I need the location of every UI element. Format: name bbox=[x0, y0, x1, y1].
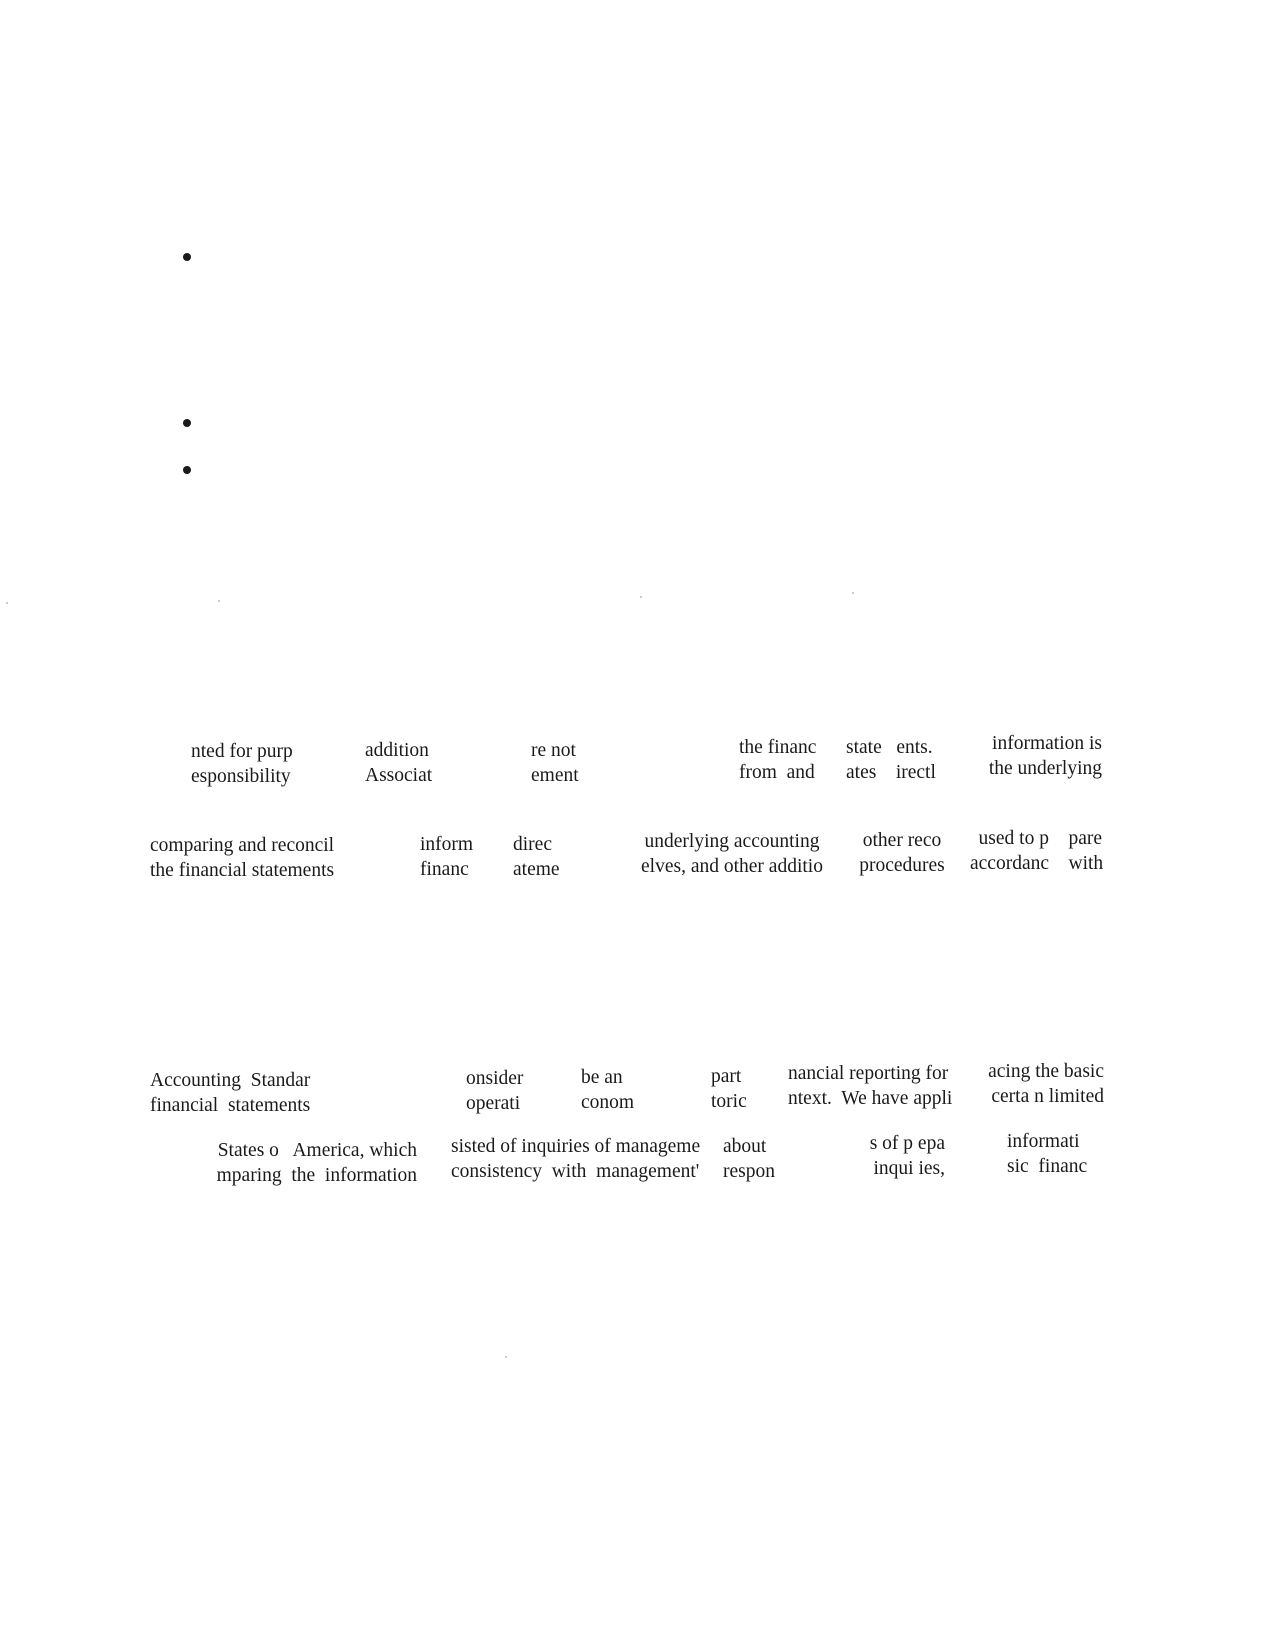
bullet-marker bbox=[183, 419, 191, 427]
text-fragment: inform financ bbox=[420, 834, 474, 880]
text-fragment: nancial reporting for ntext. We have appli bbox=[788, 1063, 953, 1109]
text-fragment: be an conom bbox=[581, 1067, 635, 1113]
text-fragment: re not ement bbox=[531, 740, 579, 786]
text-fragment: sisted of inquiries of manageme consistency with management' bbox=[451, 1136, 701, 1182]
text-fragment: nted for purp esponsibility bbox=[191, 741, 293, 787]
text-fragment: comparing and reconcil the financial statements bbox=[150, 835, 335, 881]
scan-speck bbox=[218, 600, 220, 602]
text-fragment: informati sic financ bbox=[1007, 1131, 1088, 1177]
scan-speck bbox=[6, 602, 8, 604]
text-fragment: States o America, which mparing the information bbox=[216, 1140, 417, 1186]
text-fragment: used to p pare accordanc with bbox=[970, 828, 1104, 874]
text-fragment: underlying accounting elves, and other additio bbox=[641, 831, 823, 877]
text-fragment: other reco procedures bbox=[859, 830, 945, 876]
scan-speck bbox=[852, 592, 854, 594]
scan-speck bbox=[640, 596, 642, 598]
text-fragment: onsider operati bbox=[466, 1068, 524, 1114]
bullet-marker bbox=[183, 253, 191, 261]
scan-speck bbox=[505, 1356, 507, 1358]
text-fragment: direc ateme bbox=[513, 834, 560, 880]
text-fragment: information is the underlying bbox=[988, 733, 1102, 779]
text-fragment: Accounting Standar financial statements bbox=[150, 1070, 311, 1116]
bullet-marker bbox=[183, 466, 191, 474]
text-fragment: s of p epa inqui ies, bbox=[869, 1133, 945, 1179]
text-fragment: state ents. ates irectl bbox=[846, 737, 936, 783]
text-fragment: acing the basic certa n limited bbox=[988, 1061, 1104, 1107]
text-fragment: addition Associat bbox=[365, 740, 433, 786]
text-fragment: part toric bbox=[711, 1066, 747, 1112]
text-fragment: the financ from and bbox=[739, 737, 817, 783]
text-fragment: about respon bbox=[723, 1136, 775, 1182]
